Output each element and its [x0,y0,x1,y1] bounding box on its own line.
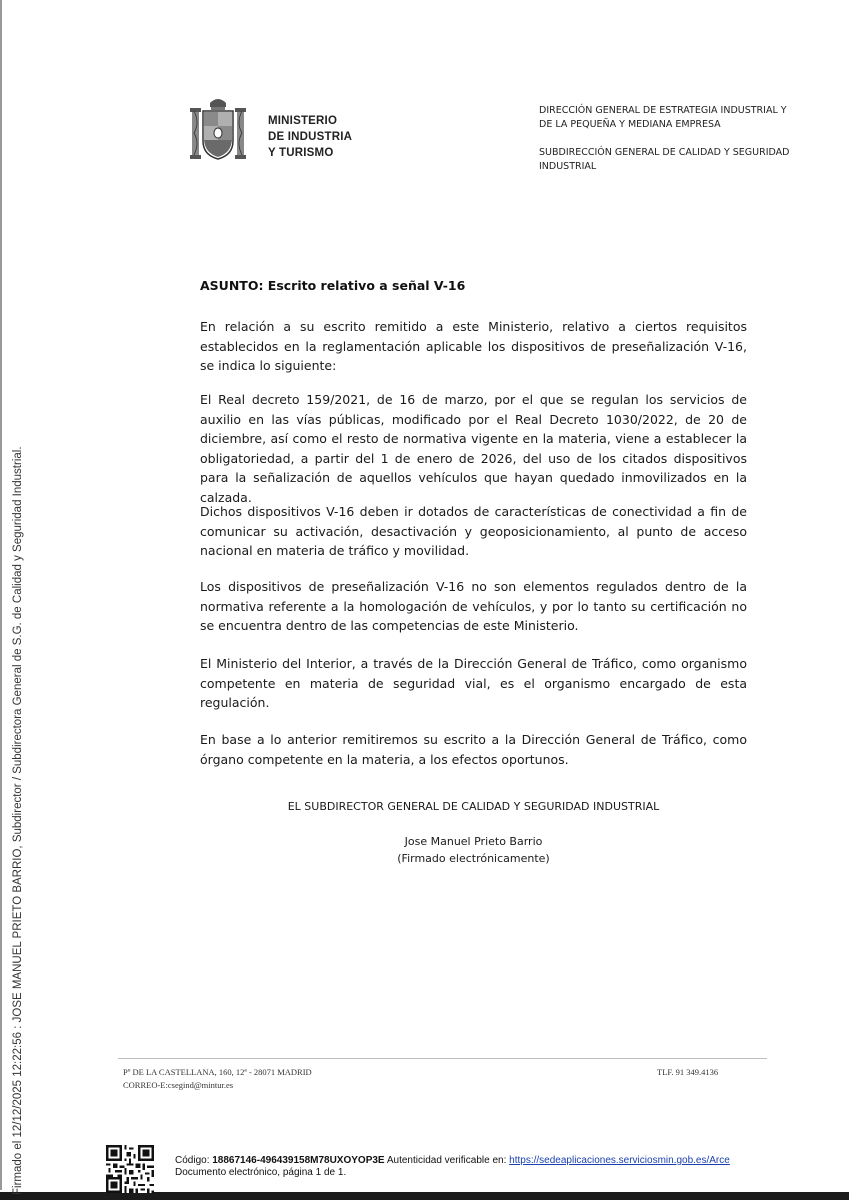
verification-auth-text: Autenticidad verificable en: [386,1155,507,1166]
ministry-line-1: MINISTERIO [268,115,338,127]
page-left-border [0,0,2,1190]
signature-side-stamp: Firmado el 12/12/2025 12:22:56 : JOSE MANUEL PRIETO BARRIO, Subdirector / Subdirectora General de S.G. de Calidad y Seguridad Industrial. [12,446,24,1195]
ministry-line-2: DE INDUSTRIA [268,131,353,143]
verification-line [175,1155,730,1166]
ministry-name [268,113,352,161]
subdireccion-general: SUBDIRECCIÓN GENERAL DE CALIDAD Y SEGURIDAD INDUSTRIAL [539,147,790,172]
verification-code: 18867146-496439158M78UXOYOP3E [212,1155,385,1166]
footer-divider [118,1058,767,1059]
body-paragraph-6: En base a lo anterior remitiremos su escrito a la Dirección General de Tráfico, como órgano competente en la materia, a los efectos oportunos. [200,732,747,767]
signature-note: (Firmado electrónicamente) [397,852,550,865]
qr-code-icon [106,1145,154,1193]
document-page-info: Documento electrónico, página 1 de 1. [175,1167,347,1178]
footer-phone: TLF. 91 349.4136 [657,1067,719,1077]
subject-line: ASUNTO: Escrito relativo a señal V-16 [200,278,466,293]
signer-title: EL SUBDIRECTOR GENERAL DE CALIDAD Y SEGURIDAD INDUSTRIAL [287,800,660,813]
ministry-line-3: Y TURISMO [268,147,334,159]
verification-code-label: Código: [175,1155,210,1166]
body-paragraph-2: El Real decreto 159/2021, de 16 de marzo, por el que se regulan los servicios de auxilio en las vías públicas, modificado por el Real Decreto 1030/2022, de 20 de diciembre, así como el resto de normativa vigente en la materia, viene a establecer la obligatoriedad, a partir del 1 de enero de 2026, del uso de los citados dispositivos para la señalización de aquellos vehículos que hayan quedado inmovilizados en la calzada. [200,392,747,505]
body-paragraph-4: Los dispositivos de preseñalización V-16 no son elementos regulados dentro de la normativa referente a la homologación de vehículos, y por lo tanto su certificación no se encuentra dentro de las competencias de este Ministerio. [200,579,747,633]
verification-link[interactable]: https://sedeaplicaciones.serviciosmin.gob.es/Arce [509,1155,730,1166]
footer-address: Pº DE LA CASTELLANA, 160, 12ª - 28071 MADRID [123,1067,312,1077]
direccion-general: DIRECCIÓN GENERAL DE ESTRATEGIA INDUSTRIAL Y DE LA PEQUEÑA Y MEDIANA EMPRESA [539,105,787,130]
coat-of-arms-icon [190,93,246,165]
footer-email: CORREO-E:csegind@mintur.es [123,1080,234,1090]
body-paragraph-3: Dichos dispositivos V-16 deben ir dotados de características de conectividad a fin de comunicar su activación, desactivación y geoposicionamiento, al punto de acceso nacional en materia de tráfico y movilidad. [200,504,747,558]
body-paragraph-1: En relación a su escrito remitido a este Ministerio, relativo a ciertos requisitos establecidos en la reglamentación aplicable los dispositivos de preseñalización V-16, se indica lo siguiente: [200,319,747,373]
body-paragraph-5: El Ministerio del Interior, a través de la Dirección General de Tráfico, como organismo competente en materia de seguridad vial, es el organismo encargado de esta regulación. [200,656,747,710]
page-bottom-border [0,1192,849,1200]
signer-name: Jose Manuel Prieto Barrio [404,835,543,848]
